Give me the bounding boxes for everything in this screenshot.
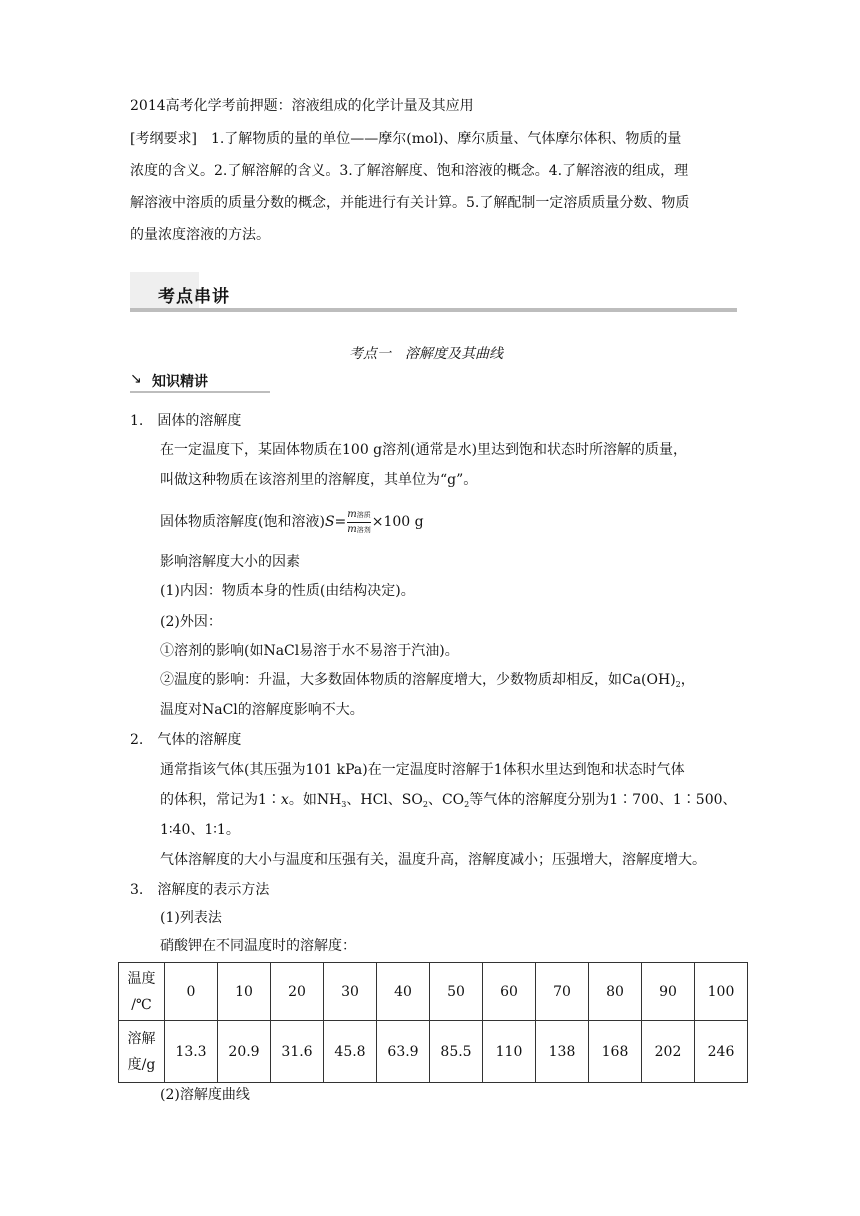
section-banner [130, 272, 737, 312]
table-cell: 31.6 [271, 1021, 324, 1083]
table-cell: 168 [589, 1021, 642, 1083]
table-cell: 45.8 [324, 1021, 377, 1083]
knowledge-header [130, 370, 270, 392]
s3-list-method: (1)列表法 [160, 910, 222, 926]
formula-fraction: $\frac{\text{m溶质}}{\text{m溶剂}}$ [347, 508, 371, 535]
outer-factor: (2)外因： [160, 614, 222, 630]
banner-label: 考点串讲 [158, 287, 230, 307]
requirements-label: [考纲要求] [130, 131, 197, 147]
table-cell: 246 [695, 1021, 748, 1083]
s1-title: 1. 固体的溶解度 [130, 413, 242, 429]
knowledge-header-label: 知识精讲 [152, 374, 208, 390]
solubility-formula: 固体物质溶解度(饱和溶液)S= $\frac{\text{m溶质}}{\text{m溶剂}}$ ×100 g [160, 508, 424, 535]
s3-curve-method: (2)溶解度曲线 [160, 1087, 250, 1103]
table-cell: 70 [536, 963, 589, 1021]
arrow-icon: ↘ [130, 371, 142, 387]
table-header-solubility: 溶解 度/g [119, 1021, 165, 1083]
banner-rule [130, 308, 737, 312]
table-cell: 138 [536, 1021, 589, 1083]
table-cell: 13.3 [165, 1021, 218, 1083]
factors-heading: 影响溶解度大小的因素 [160, 554, 300, 570]
requirements-line-3: 解溶液中溶质的质量分数的概念，并能进行有关计算。5.了解配制一定溶质质量分数、物质 [130, 195, 690, 211]
temp-factor-1: ②温度的影响：升温，大多数固体物质的溶解度增大，少数物质却相反，如$Ca(OH)_2$， [160, 672, 695, 689]
table-cell: 80 [589, 963, 642, 1021]
requirements-line-4: 的量浓度溶液的方法。 [130, 227, 270, 243]
temp-factor-2: 温度对NaCl的溶解度影响不大。 [160, 702, 364, 718]
table-cell: 110 [483, 1021, 536, 1083]
s1-para-1: 在一定温度下，某固体物质在100 g溶剂(通常是水)里达到饱和状态时所溶解的质量， [160, 442, 688, 458]
table-header-temperature: 温度 /℃ [119, 963, 165, 1021]
document-title: 2014高考化学考前押题：溶液组成的化学计量及其应用 [130, 98, 474, 114]
table-cell: 20.9 [218, 1021, 271, 1083]
s2-title: 2. 气体的溶解度 [130, 732, 242, 748]
knowledge-header-rule [130, 391, 270, 393]
requirements-line-2: 浓度的含义。2.了解溶解的含义。3.了解溶解度、饱和溶液的概念。4.了解溶液的组成，理 [130, 163, 689, 179]
table-cell: 60 [483, 963, 536, 1021]
section-title: 考点一 溶解度及其曲线 [349, 346, 503, 362]
solubility-table [118, 962, 748, 1083]
table-cell: 20 [271, 963, 324, 1021]
s2-para-2: 的体积，常记为1∶x。如$NH_3$、HCl、$SO_2$、$CO_2$等气体的溶解度分别为1∶700、1∶500、 [160, 792, 737, 809]
table-cell: 100 [695, 963, 748, 1021]
table-cell: 63.9 [377, 1021, 430, 1083]
table-row [119, 963, 748, 1021]
requirements-line-1: [考纲要求] 1.了解物质的量的单位——摩尔(mol)、摩尔质量、气体摩尔体积、物质的量 [130, 131, 682, 147]
s2-para-4: 气体溶解度的大小与温度和压强有关，温度升高，溶解度减小；压强增大，溶解度增大。 [160, 852, 706, 868]
table-cell: 85.5 [430, 1021, 483, 1083]
s2-para-1: 通常指该气体(其压强为101 kPa)在一定温度时溶解于1体积水里达到饱和状态时气体 [160, 762, 685, 778]
table-cell: 0 [165, 963, 218, 1021]
table-cell: 30 [324, 963, 377, 1021]
s3-title: 3. 溶解度的表示方法 [130, 882, 270, 898]
s3-table-intro: 硝酸钾在不同温度时的溶解度： [160, 938, 356, 954]
s2-para-3: 1∶40、1∶1。 [160, 822, 240, 838]
table-cell: 10 [218, 963, 271, 1021]
table-cell: 90 [642, 963, 695, 1021]
table-row [119, 1021, 748, 1083]
table-cell: 202 [642, 1021, 695, 1083]
table-cell: 50 [430, 963, 483, 1021]
table-cell: 40 [377, 963, 430, 1021]
solvent-factor: ①溶剂的影响(如NaCl易溶于水不易溶于汽油)。 [160, 643, 459, 659]
s1-para-2: 叫做这种物质在该溶剂里的溶解度，其单位为“g”。 [160, 472, 478, 488]
inner-factor: (1)内因：物质本身的性质(由结构决定)。 [160, 583, 415, 599]
